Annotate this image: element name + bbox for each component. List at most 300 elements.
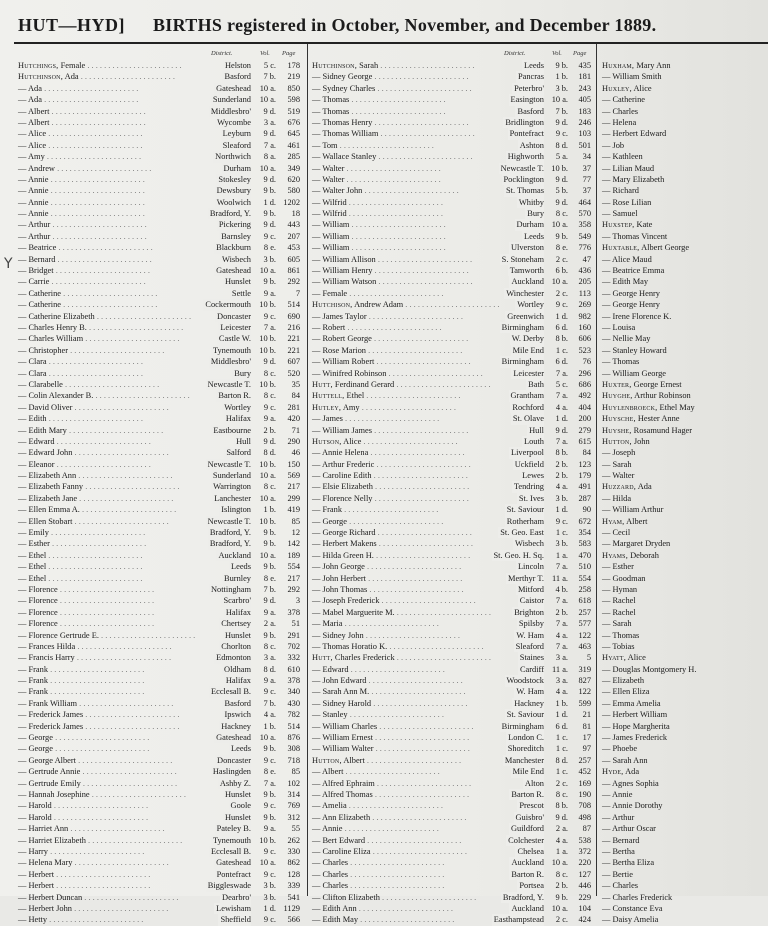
entry-page: 470 (578, 550, 591, 560)
entry-name: — Albert . . . . . . . . . . . . . . . . . . . . . . . (18, 106, 146, 116)
entry-name: — Emily . . . . . . . . . . . . . . . . . . . . . . . (18, 528, 146, 538)
entry-volume: 9 c. (263, 846, 276, 856)
register-entry (18, 880, 302, 891)
entry-volume: 3 b. (555, 83, 568, 93)
register-entry (602, 470, 768, 481)
entry-name: — Harold . . . . . . . . . . . . . . . . . . . . . . . (18, 801, 149, 811)
register-entry (18, 368, 302, 379)
entry-page: 580 (287, 186, 300, 196)
entry-volume: 9 b. (263, 630, 276, 640)
entry-volume: 1 c. (555, 767, 568, 777)
register-entry (18, 311, 302, 322)
register-entry (312, 846, 592, 857)
entry-volume: 5 b. (555, 186, 568, 196)
register-entry (312, 800, 592, 811)
register-entry (18, 163, 302, 174)
entry-name: — Sarah (602, 619, 632, 629)
register-entry (602, 550, 768, 561)
register-entry (18, 254, 302, 265)
entry-page: 296 (578, 368, 591, 378)
entry-volume: 2 c. (555, 915, 568, 925)
entry-volume: 9 d. (555, 117, 568, 127)
entry-surname: Hutson, (312, 436, 342, 446)
entry-district: Highworth (507, 152, 544, 162)
entry-name: — Edward . . . . . . . . . . . . . . . . . . . . . . . (18, 436, 151, 446)
entry-name: — Esther (602, 562, 634, 572)
entry-name: — William Smith (602, 72, 662, 82)
entry-volume: 3 b. (555, 539, 568, 549)
register-entry (312, 425, 592, 436)
register-entry (18, 766, 302, 777)
entry-volume: 5 a. (555, 152, 568, 162)
entry-district: Hunslet (224, 630, 251, 640)
entry-district: Bury (234, 368, 251, 378)
entry-name: — Catherine . . . . . . . . . . . . . . . . . . . . . . . (18, 300, 158, 310)
entry-name: — Edith Ann . . . . . . . . . . . . . . . . . . . . . . . (312, 903, 453, 913)
entry-name: — Charles Henry B. . . . . . . . . . . . . . . . . . . . . . . . (18, 322, 184, 332)
entry-name: — Frank . . . . . . . . . . . . . . . . . . . . . . . (312, 505, 439, 515)
entry-name: — William . . . . . . . . . . . . . . . . . . . . . . . (312, 220, 446, 230)
entry-district: Hull (529, 425, 544, 435)
entry-district: Chorlton (221, 641, 251, 651)
register-entry (18, 390, 302, 401)
entry-name: — Bertha Eliza (602, 858, 655, 868)
entry-volume: 8 c. (263, 368, 276, 378)
entry-name: — Clifton Elizabeth . . . . . . . . . . . . . . . . . . . . . . . (312, 892, 477, 902)
entry-volume: 1 a. (555, 550, 568, 560)
entry-district: Sleaford (515, 641, 544, 651)
entry-name: — Annie . . . . . . . . . . . . . . . . . . . . . . . (18, 186, 145, 196)
entry-name: — Nellie May (602, 334, 651, 344)
entry-volume: 1 d. (263, 197, 276, 207)
entry-name: — Edith . . . . . . . . . . . . . . . . . . . . . . . (18, 414, 143, 424)
register-entry (602, 743, 768, 754)
entry-district: Tamworth (509, 266, 544, 276)
entry-page: 461 (287, 140, 300, 150)
entry-volume: 9 d. (263, 596, 276, 606)
register-entry (18, 436, 302, 447)
entry-name: — Sarah Ann (602, 755, 648, 765)
entry-district: Sleaford (222, 140, 251, 150)
entry-district: Peterbro' (514, 83, 544, 93)
entry-name: — Arthur . . . . . . . . . . . . . . . . . . . . . . . (18, 220, 147, 230)
entry-name: — Bernard . . . . . . . . . . . . . . . . . . . . . . . (18, 254, 152, 264)
entry-district: Winchester (506, 288, 544, 298)
entry-district: Portsea (519, 881, 544, 891)
register-entry (312, 231, 592, 242)
entry-volume: 10 b. (551, 163, 568, 173)
register-entry (312, 276, 592, 287)
entry-name: — Frances Hilda . . . . . . . . . . . . . . . . . . . . . . . (18, 641, 172, 651)
entry-district: Nottingham (210, 584, 251, 594)
entry-volume: 7 a. (555, 641, 568, 651)
register-entry (602, 607, 768, 618)
entry-district: Wortley (517, 300, 544, 310)
entry-district: Castle W. (218, 334, 251, 344)
entry-name: — Sidney George . . . . . . . . . . . . . . . . . . . . . . . (312, 72, 469, 82)
entry-page: 37 (582, 163, 591, 173)
register-entry (312, 208, 592, 219)
entry-name: — Arthur Frederic . . . . . . . . . . . . . . . . . . . . . . . (312, 459, 471, 469)
register-entry (18, 140, 302, 151)
entry-district: Bradford, Y. (209, 209, 251, 219)
entry-name: Hutson, Alice . . . . . . . . . . . . . . . . . . . . . . . (312, 436, 458, 446)
entry-page: 372 (578, 846, 591, 856)
entry-district: Hackney (221, 721, 251, 731)
column-divider (307, 44, 308, 896)
entry-name: — Wilfrid . . . . . . . . . . . . . . . . . . . . . . . (312, 209, 443, 219)
entry-name: — Walter . . . . . . . . . . . . . . . . . . . . . . . (312, 174, 441, 184)
entry-name: — Florence Nelly . . . . . . . . . . . . . . . . . . . . . . . (312, 493, 469, 503)
entry-district: Leyburn (222, 129, 251, 139)
entry-page: 169 (578, 778, 591, 788)
register-entry (312, 743, 592, 754)
entry-volume: 8 d. (555, 755, 568, 765)
entry-name: — William Henry . . . . . . . . . . . . . . . . . . . . . . . (312, 266, 469, 276)
entry-name: — Amelia . . . . . . . . . . . . . . . . . . . . . . . (312, 801, 443, 811)
entry-name: — William George (602, 368, 667, 378)
entry-district: Staines (519, 653, 544, 663)
entry-page: 446 (578, 881, 591, 891)
entry-surname: Hyam, (602, 516, 625, 526)
entry-name: — Elizabeth Ann . . . . . . . . . . . . . . . . . . . . . . . (18, 471, 173, 481)
entry-volume: 3 b. (263, 881, 276, 891)
register-entry (602, 71, 768, 82)
entry-name: — Daisy Amelia (602, 915, 659, 925)
entry-district: Durham (516, 220, 544, 230)
entry-district: Dearbro' (222, 892, 251, 902)
entry-volume: 10 a. (551, 858, 568, 868)
entry-page: 378 (287, 676, 300, 686)
entry-volume: 10 a. (259, 83, 276, 93)
register-entry (312, 721, 592, 732)
entry-name: — Alice . . . . . . . . . . . . . . . . . . . . . . . (18, 129, 143, 139)
entry-volume: 7 a. (555, 596, 568, 606)
register-entry (18, 823, 302, 834)
entry-name: — John Herbert . . . . . . . . . . . . . . . . . . . . . . . (312, 573, 463, 583)
entry-district: Lincoln (517, 562, 544, 572)
entry-district: Pancras (517, 72, 544, 82)
register-entry (18, 71, 302, 82)
register-entry (312, 151, 592, 162)
entry-surname: Huylenbroeck, (602, 402, 658, 412)
entry-page: 71 (291, 425, 300, 435)
register-entry (18, 812, 302, 823)
entry-name: Huysche, Hester Anne (602, 414, 680, 424)
entry-volume: 9 b. (263, 562, 276, 572)
entry-district: Auckland (511, 903, 544, 913)
entry-page: 686 (578, 379, 591, 389)
entry-page: 554 (578, 573, 591, 583)
entry-name: — Sarah Ann M. . . . . . . . . . . . . . . . . . . . . . . . (312, 687, 466, 697)
page-heading: Page (573, 50, 587, 57)
register-entry (602, 641, 768, 652)
entry-name: — George Henry (602, 288, 660, 298)
vol-heading: Vol. (552, 50, 562, 57)
entry-district: Leeds (524, 61, 544, 70)
entry-page: 12 (291, 528, 300, 538)
entry-district: Shoreditch (507, 744, 544, 754)
entry-name: — Charles Frederick (602, 892, 673, 902)
entry-district: Leeds (231, 744, 251, 754)
entry-district: Burnley (224, 573, 251, 583)
register-entry (602, 185, 768, 196)
entry-name: — Thomas . . . . . . . . . . . . . . . . . . . . . . . (312, 95, 446, 105)
entry-district: Whitby (518, 197, 544, 207)
entry-district: Barton R. (511, 790, 544, 799)
entry-volume: 8 c. (263, 391, 276, 401)
entry-district: Gateshead (216, 858, 251, 868)
entry-district: Cockermouth (205, 300, 251, 310)
register-entry (312, 368, 592, 379)
entry-name: — George . . . . . . . . . . . . . . . . . . . . . . . (312, 516, 444, 526)
entry-volume: 9 d. (263, 174, 276, 184)
entry-name: — Bertie (602, 869, 633, 879)
entry-page: 77 (582, 174, 591, 184)
entry-volume: 9 b. (555, 61, 568, 70)
register-entry (312, 254, 592, 265)
register-entry (18, 322, 302, 333)
entry-page: 862 (287, 858, 300, 868)
entry-name: — Frederick James . . . . . . . . . . . . . . . . . . . . . . . (18, 721, 180, 731)
entry-volume: 9 d. (555, 197, 568, 207)
entry-volume: 8 c. (263, 482, 276, 492)
entry-district: Edmonton (216, 653, 251, 663)
page-title: BIRTHS registered in October, November, and December 1889. (153, 14, 657, 35)
entry-district: Mitford (517, 584, 544, 594)
register-entry (18, 618, 302, 629)
register-entry (312, 869, 592, 880)
entry-district: Woodstock (506, 676, 544, 686)
entry-volume: 9 b. (263, 528, 276, 538)
entry-volume: 9 d. (555, 812, 568, 822)
entry-district: Colchester (508, 835, 544, 845)
register-entry (602, 276, 768, 287)
entry-volume: 7 a. (555, 391, 568, 401)
entry-name: — John George . . . . . . . . . . . . . . . . . . . . . . . (312, 562, 462, 572)
entry-surname: Huzzard, (602, 482, 637, 492)
register-entry (602, 447, 768, 458)
entry-volume: 9 a. (263, 824, 276, 834)
entry-volume: 9 d. (555, 174, 568, 184)
register-entry (602, 379, 768, 390)
entry-name: — William Ernest . . . . . . . . . . . . . . . . . . . . . . . (312, 733, 470, 743)
entry-name: — Robert . . . . . . . . . . . . . . . . . . . . . . . (312, 322, 442, 332)
entry-district: Barton R. (218, 391, 251, 401)
entry-volume: 3 b. (263, 254, 276, 264)
register-entry (312, 698, 592, 709)
entry-name: — Charles . . . . . . . . . . . . . . . . . . . . . . . (312, 858, 445, 868)
entry-name: — Margaret Dryden (602, 539, 671, 549)
entry-district: Easington (510, 95, 544, 105)
entry-name: — Thomas . . . . . . . . . . . . . . . . . . . . . . . (312, 106, 446, 116)
entry-name: — Rachel (602, 607, 636, 617)
entry-name: — Irene Florence K. (602, 311, 672, 321)
entry-page: 217 (287, 573, 300, 583)
entry-name: — Arthur . . . . . . . . . . . . . . . . . . . . . . . (18, 231, 147, 241)
entry-name: — Joseph Frederick . . . . . . . . . . . . . . . . . . . . . . . (312, 596, 476, 606)
entry-name: — Robert George . . . . . . . . . . . . . . . . . . . . . . . (312, 334, 469, 344)
entry-name: — Harold . . . . . . . . . . . . . . . . . . . . . . . (18, 812, 149, 822)
entry-volume: 7 a. (555, 562, 568, 572)
entry-page: 7 (295, 288, 300, 298)
entry-district: Chelsea (517, 846, 544, 856)
entry-page: 435 (578, 61, 591, 70)
entry-name: — Winifred Robinson . . . . . . . . . . . . . . . . . . . . . . . (312, 368, 483, 378)
entry-district: Spilsby (518, 619, 544, 629)
entry-name: — William . . . . . . . . . . . . . . . . . . . . . . . (312, 243, 446, 253)
entry-volume: 7 b. (263, 584, 276, 594)
entry-name: — George . . . . . . . . . . . . . . . . . . . . . . . (18, 744, 150, 754)
entry-volume: 4 a. (555, 482, 568, 492)
entry-name: — Walter (602, 471, 635, 481)
entry-district: Pontefract (216, 869, 251, 879)
entry-volume: 8 b. (555, 334, 568, 344)
entry-name: — Stanley . . . . . . . . . . . . . . . . . . . . . . . (312, 710, 444, 720)
entry-volume: 9 a. (263, 414, 276, 424)
entry-name: — Cecil (602, 528, 631, 538)
entry-name: — Bertha (602, 846, 635, 856)
entry-name: — Hilda Green H. . . . . . . . . . . . . . . . . . . . . . . . (312, 550, 471, 560)
register-entry (312, 117, 592, 128)
entry-name: — Helena (602, 117, 637, 127)
entry-name: — Charles . . . . . . . . . . . . . . . . . . . . . . . (312, 881, 445, 891)
register-column-3 (602, 50, 768, 926)
entry-name: — Esther . . . . . . . . . . . . . . . . . . . . . . . (18, 539, 147, 549)
entry-volume: 6 d. (555, 721, 568, 731)
register-entry (18, 345, 302, 356)
entry-volume: 9 d. (263, 106, 276, 116)
entry-page: 281 (287, 402, 300, 412)
entry-name: — Harry . . . . . . . . . . . . . . . . . . . . . . . (18, 846, 145, 856)
column-headings (602, 50, 768, 60)
register-entry (18, 425, 302, 436)
entry-surname: Hutt, (312, 653, 333, 663)
register-entry (602, 481, 768, 492)
entry-page: 607 (287, 357, 300, 367)
entry-volume: 3 a. (555, 653, 568, 663)
entry-name: — John Thomas . . . . . . . . . . . . . . . . . . . . . . . (312, 584, 464, 594)
entry-page: 570 (578, 209, 591, 219)
entry-surname: Huxter, (602, 379, 632, 389)
entry-name: — Sidney Harold . . . . . . . . . . . . . . . . . . . . . . . (312, 698, 468, 708)
entry-name: — Charles (602, 881, 639, 891)
entry-name: — William Arthur (602, 505, 664, 515)
entry-volume: 9 b. (263, 790, 276, 799)
entry-page: 183 (578, 106, 591, 116)
entry-name: Huxham, Mary Ann (602, 61, 671, 70)
entry-volume: 9 b. (263, 277, 276, 287)
entry-page: 200 (578, 414, 591, 424)
entry-volume: 9 b. (263, 209, 276, 219)
register-entry (602, 630, 768, 641)
entry-surname: Hutchinson, (312, 61, 358, 70)
entry-page: 510 (578, 562, 591, 572)
entry-district: Wisbech (515, 539, 544, 549)
entry-district: Ipswich (224, 710, 251, 720)
entry-page: 205 (578, 277, 591, 287)
entry-page: 498 (578, 812, 591, 822)
register-entry (18, 743, 302, 754)
entry-page: 463 (578, 641, 591, 651)
entry-page: 190 (578, 790, 591, 799)
register-entry (602, 527, 768, 538)
entry-name: Hutt, Charles Frederick . . . . . . . . . . . . . . . . . . . . . . . (312, 653, 491, 663)
entry-page: 464 (578, 197, 591, 207)
entry-volume: 10 b. (259, 459, 276, 469)
register-entry (602, 584, 768, 595)
entry-page: 299 (287, 493, 300, 503)
entry-volume: 10 b. (259, 300, 276, 310)
header-rule (14, 42, 768, 44)
entry-volume: 8 e. (263, 767, 276, 777)
entry-name: — Albert . . . . . . . . . . . . . . . . . . . . . . . (18, 117, 146, 127)
entry-district: Leicester (220, 322, 251, 332)
register-entry (18, 652, 302, 663)
entry-volume: 2 a. (555, 824, 568, 834)
register-entry (18, 459, 302, 470)
entry-page: 5 (586, 653, 591, 663)
entry-district: Bradford, Y. (209, 539, 251, 549)
entry-volume: 3 a. (263, 117, 276, 127)
entry-page: 34 (582, 152, 591, 162)
entry-name: — Louisa (602, 322, 636, 332)
register-entry (602, 732, 768, 743)
vol-heading: Vol. (260, 50, 270, 57)
entry-district: Tendring (513, 482, 544, 492)
register-entry (602, 561, 768, 572)
entry-district: Mile End (512, 345, 544, 355)
entry-district: Middlesbro' (210, 357, 251, 367)
register-entry (602, 459, 768, 470)
register-entry (312, 516, 592, 527)
register-entry (18, 174, 302, 185)
entry-page: 501 (578, 140, 591, 150)
entry-district: Oldham (224, 664, 251, 674)
entry-page: 523 (578, 345, 591, 355)
entry-volume: 3 b. (555, 493, 568, 503)
register-entry (18, 573, 302, 584)
entry-name: — Female . . . . . . . . . . . . . . . . . . . . . . . (312, 288, 444, 298)
register-entry (312, 595, 592, 606)
entry-page: 3 (295, 596, 300, 606)
register-entry (18, 493, 302, 504)
entry-name: — John Edward . . . . . . . . . . . . . . . . . . . . . . . (312, 676, 463, 686)
entry-district: Birmingham (501, 357, 544, 367)
entry-district: Sunderland (212, 95, 251, 105)
entry-name: — Edith Mary . . . . . . . . . . . . . . . . . . . . . . . (18, 425, 164, 435)
register-entry (602, 721, 768, 732)
entry-volume: 2 c. (555, 254, 568, 264)
register-entry (602, 151, 768, 162)
register-entry (602, 231, 768, 242)
entry-page: 452 (578, 767, 591, 777)
entry-page: 769 (287, 801, 300, 811)
entry-page: 84 (582, 448, 591, 458)
entry-district: St. Saviour (506, 710, 544, 720)
register-entry (18, 778, 302, 789)
entry-volume: 11 a. (552, 664, 568, 674)
entry-name: — Wilfrid . . . . . . . . . . . . . . . . . . . . . . . (312, 197, 443, 207)
entry-name: — Catherine Elizabeth . . . . . . . . . . . . . . . . . . . . . . . (18, 311, 192, 321)
entry-page: 37 (582, 186, 591, 196)
entry-volume: 2 a. (263, 619, 276, 629)
entry-page: 577 (578, 619, 591, 629)
entry-page: 314 (287, 790, 300, 799)
register-entry (312, 390, 592, 401)
entry-name: — Tom . . . . . . . . . . . . . . . . . . . . . . . (312, 140, 434, 150)
register-entry (602, 140, 768, 151)
